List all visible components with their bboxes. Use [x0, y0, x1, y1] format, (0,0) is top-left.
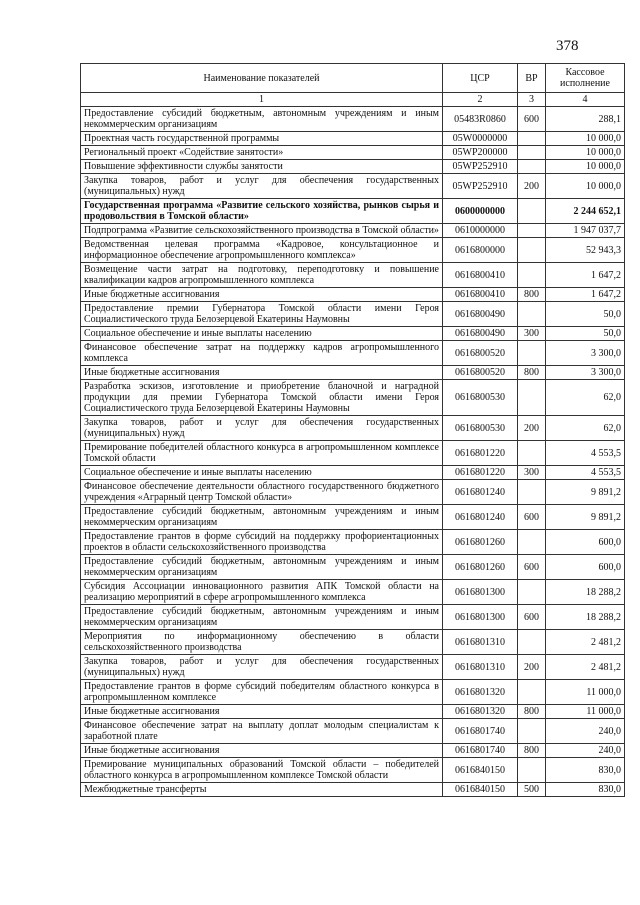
- row-vr: [518, 263, 546, 288]
- row-value: 62,0: [546, 416, 625, 441]
- row-csr: 05WP252910: [443, 174, 518, 199]
- row-name: Социальное обеспечение и иные выплаты населению: [81, 466, 443, 480]
- table-row: [81, 327, 625, 341]
- row-vr: [518, 630, 546, 655]
- row-csr: 0616801310: [443, 630, 518, 655]
- table-row: [81, 630, 625, 655]
- table-row: [81, 580, 625, 605]
- row-name: Финансовое обеспечение деятельности областного государственного бюджетного учреждения «Аграрный центр Томской области»: [81, 480, 443, 505]
- row-vr: [518, 160, 546, 174]
- table-row: [81, 505, 625, 530]
- row-csr: 0616800520: [443, 341, 518, 366]
- row-vr: [518, 224, 546, 238]
- row-name: Межбюджетные трансферты: [81, 783, 443, 797]
- table-row: [81, 466, 625, 480]
- row-name: Ведомственная целевая программа «Кадровое, консультационное и информационное обеспечение агропромышленного комплекса»: [81, 238, 443, 263]
- row-value: 50,0: [546, 327, 625, 341]
- table-row: [81, 288, 625, 302]
- row-vr: 500: [518, 783, 546, 797]
- row-vr: [518, 302, 546, 327]
- row-vr: [518, 238, 546, 263]
- row-name: Разработка эскизов, изготовление и приобретение бланочной и наградной продукции для премии Губернатора Томской области имени Героя Социалистического труда Белозерцевой Екатерины Наумовны: [81, 380, 443, 416]
- row-value: 62,0: [546, 380, 625, 416]
- row-value: 50,0: [546, 302, 625, 327]
- row-vr: 200: [518, 655, 546, 680]
- header-value: Кассовое исполнение: [546, 64, 625, 93]
- row-value: 240,0: [546, 744, 625, 758]
- row-vr: 600: [518, 107, 546, 132]
- row-value: 52 943,3: [546, 238, 625, 263]
- row-vr: 300: [518, 327, 546, 341]
- row-value: 288,1: [546, 107, 625, 132]
- row-csr: 05483R0860: [443, 107, 518, 132]
- row-csr: 05W0000000: [443, 132, 518, 146]
- row-name: Закупка товаров, работ и услуг для обеспечения государственных (муниципальных) нужд: [81, 416, 443, 441]
- row-name: Предоставление субсидий бюджетным, автономным учреждениям и иным некоммерческим организациям: [81, 107, 443, 132]
- row-vr: 200: [518, 174, 546, 199]
- table-row: [81, 238, 625, 263]
- table-header-row: [81, 64, 625, 93]
- table-row: [81, 555, 625, 580]
- row-vr: [518, 341, 546, 366]
- table-row: [81, 302, 625, 327]
- row-vr: [518, 480, 546, 505]
- row-value: 2 481,2: [546, 655, 625, 680]
- row-vr: [518, 530, 546, 555]
- row-vr: 200: [518, 416, 546, 441]
- row-value: 1 647,2: [546, 288, 625, 302]
- row-name: Иные бюджетные ассигнования: [81, 744, 443, 758]
- row-vr: [518, 680, 546, 705]
- row-vr: 800: [518, 366, 546, 380]
- table-row: [81, 744, 625, 758]
- row-value: 3 300,0: [546, 366, 625, 380]
- table-row: [81, 174, 625, 199]
- row-vr: [518, 146, 546, 160]
- row-vr: 600: [518, 555, 546, 580]
- row-csr: 0616800490: [443, 302, 518, 327]
- row-name: Иные бюджетные ассигнования: [81, 288, 443, 302]
- column-number-row: [81, 93, 625, 107]
- row-value: 4 553,5: [546, 466, 625, 480]
- row-csr: 05WP200000: [443, 146, 518, 160]
- table-row: [81, 380, 625, 416]
- row-csr: 0616801320: [443, 705, 518, 719]
- row-name: Закупка товаров, работ и услуг для обеспечения государственных (муниципальных) нужд: [81, 174, 443, 199]
- row-csr: 0616801260: [443, 530, 518, 555]
- table-row: [81, 160, 625, 174]
- table-row: [81, 441, 625, 466]
- row-name: Предоставление премии Губернатора Томской области имени Героя Социалистического труда Белозерцевой Екатерины Наумовны: [81, 302, 443, 327]
- row-value: 10 000,0: [546, 146, 625, 160]
- row-csr: 0616801220: [443, 441, 518, 466]
- row-value: 11 000,0: [546, 680, 625, 705]
- row-name: Социальное обеспечение и иные выплаты населению: [81, 327, 443, 341]
- row-csr: 0616840150: [443, 783, 518, 797]
- row-csr: 0616800410: [443, 288, 518, 302]
- row-name: Возмещение части затрат на подготовку, переподготовку и повышение квалификации кадров агропромышленного комплекса: [81, 263, 443, 288]
- row-csr: 0616800410: [443, 263, 518, 288]
- row-vr: [518, 132, 546, 146]
- row-vr: [518, 719, 546, 744]
- row-csr: 0616801310: [443, 655, 518, 680]
- row-value: 4 553,5: [546, 441, 625, 466]
- row-vr: 600: [518, 505, 546, 530]
- row-name: Предоставление грантов в форме субсидий победителям областного конкурса в агропромышленном комплексе: [81, 680, 443, 705]
- table-row: [81, 605, 625, 630]
- row-value: 2 244 652,1: [546, 199, 625, 224]
- row-name: Иные бюджетные ассигнования: [81, 705, 443, 719]
- row-value: 10 000,0: [546, 174, 625, 199]
- table-row: [81, 224, 625, 238]
- table-row: [81, 719, 625, 744]
- table-row: [81, 480, 625, 505]
- header-name: Наименование показателей: [81, 64, 443, 93]
- row-name: Государственная программа «Развитие сельского хозяйства, рынков сырья и продовольствия в Томской области»: [81, 199, 443, 224]
- table-row: [81, 680, 625, 705]
- column-number: 2: [443, 93, 518, 107]
- row-csr: 0616801240: [443, 505, 518, 530]
- table-row: [81, 705, 625, 719]
- row-name: Предоставление субсидий бюджетным, автономным учреждениям и иным некоммерческим организациям: [81, 555, 443, 580]
- table-row: [81, 416, 625, 441]
- row-vr: [518, 441, 546, 466]
- row-csr: 0616801300: [443, 580, 518, 605]
- table-row: [81, 758, 625, 783]
- row-name: Иные бюджетные ассигнования: [81, 366, 443, 380]
- row-value: 11 000,0: [546, 705, 625, 719]
- row-name: Премирование муниципальных образований Томской области – победителей областного конкурса в агропромышленном комплексе Томской области: [81, 758, 443, 783]
- row-name: Региональный проект «Содействие занятости»: [81, 146, 443, 160]
- row-name: Подпрограмма «Развитие сельскохозяйственного производства в Томской области»: [81, 224, 443, 238]
- table-row: [81, 530, 625, 555]
- row-vr: 800: [518, 288, 546, 302]
- row-value: 600,0: [546, 530, 625, 555]
- row-csr: 0616801300: [443, 605, 518, 630]
- row-value: 18 288,2: [546, 605, 625, 630]
- row-value: 600,0: [546, 555, 625, 580]
- row-csr: 0616801220: [443, 466, 518, 480]
- table-row: [81, 132, 625, 146]
- row-name: Проектная часть государственной программы: [81, 132, 443, 146]
- row-value: 10 000,0: [546, 160, 625, 174]
- table-row: [81, 199, 625, 224]
- row-name: Премирование победителей областного конкурса в агропромышленном комплексе Томской области: [81, 441, 443, 466]
- row-name: Предоставление субсидий бюджетным, автономным учреждениям и иным некоммерческим организациям: [81, 505, 443, 530]
- row-csr: 0616801740: [443, 719, 518, 744]
- row-csr: 0616800530: [443, 380, 518, 416]
- row-name: Мероприятия по информационному обеспечению в области сельскохозяйственного производства: [81, 630, 443, 655]
- table-body: [81, 107, 625, 797]
- row-value: 3 300,0: [546, 341, 625, 366]
- table-row: [81, 366, 625, 380]
- budget-execution-table: [80, 63, 625, 797]
- header-csr: ЦСР: [443, 64, 518, 93]
- row-csr: 0616840150: [443, 758, 518, 783]
- row-value: 9 891,2: [546, 480, 625, 505]
- table-row: [81, 655, 625, 680]
- row-csr: 0616801260: [443, 555, 518, 580]
- row-csr: 0616800520: [443, 366, 518, 380]
- column-number: 1: [81, 93, 443, 107]
- column-number: 4: [546, 93, 625, 107]
- row-csr: 0616800530: [443, 416, 518, 441]
- row-name: Предоставление субсидий бюджетным, автономным учреждениям и иным некоммерческим организациям: [81, 605, 443, 630]
- row-name: Финансовое обеспечение затрат на поддержку кадров агропромышленного комплекса: [81, 341, 443, 366]
- row-vr: 300: [518, 466, 546, 480]
- table-row: [81, 263, 625, 288]
- table-row: [81, 107, 625, 132]
- row-vr: 800: [518, 705, 546, 719]
- row-csr: 05WP252910: [443, 160, 518, 174]
- row-value: 2 481,2: [546, 630, 625, 655]
- row-csr: 0616800000: [443, 238, 518, 263]
- row-name: Предоставление грантов в форме субсидий на поддержку профориентационных проектов в области сельскохозяйственного производства: [81, 530, 443, 555]
- row-value: 830,0: [546, 758, 625, 783]
- row-name: Закупка товаров, работ и услуг для обеспечения государственных (муниципальных) нужд: [81, 655, 443, 680]
- table-row: [81, 341, 625, 366]
- row-vr: 600: [518, 605, 546, 630]
- row-value: 18 288,2: [546, 580, 625, 605]
- row-name: Субсидия Ассоциации инновационного развития АПК Томской области на реализацию мероприятий в сфере агропромышленного комплекса: [81, 580, 443, 605]
- row-csr: 0600000000: [443, 199, 518, 224]
- row-value: 1 947 037,7: [546, 224, 625, 238]
- table-row: [81, 783, 625, 797]
- row-csr: 0610000000: [443, 224, 518, 238]
- row-vr: [518, 580, 546, 605]
- row-csr: 0616801740: [443, 744, 518, 758]
- row-vr: 800: [518, 744, 546, 758]
- table-row: [81, 146, 625, 160]
- page-number: 378: [556, 38, 579, 54]
- row-vr: [518, 199, 546, 224]
- row-name: Повышение эффективности службы занятости: [81, 160, 443, 174]
- row-vr: [518, 380, 546, 416]
- header-vr: ВР: [518, 64, 546, 93]
- row-value: 9 891,2: [546, 505, 625, 530]
- row-value: 1 647,2: [546, 263, 625, 288]
- row-csr: 0616801320: [443, 680, 518, 705]
- row-csr: 0616801240: [443, 480, 518, 505]
- row-vr: [518, 758, 546, 783]
- row-value: 10 000,0: [546, 132, 625, 146]
- row-value: 830,0: [546, 783, 625, 797]
- row-value: 240,0: [546, 719, 625, 744]
- column-number: 3: [518, 93, 546, 107]
- row-name: Финансовое обеспечение затрат на выплату доплат молодым специалистам к заработной плате: [81, 719, 443, 744]
- row-csr: 0616800490: [443, 327, 518, 341]
